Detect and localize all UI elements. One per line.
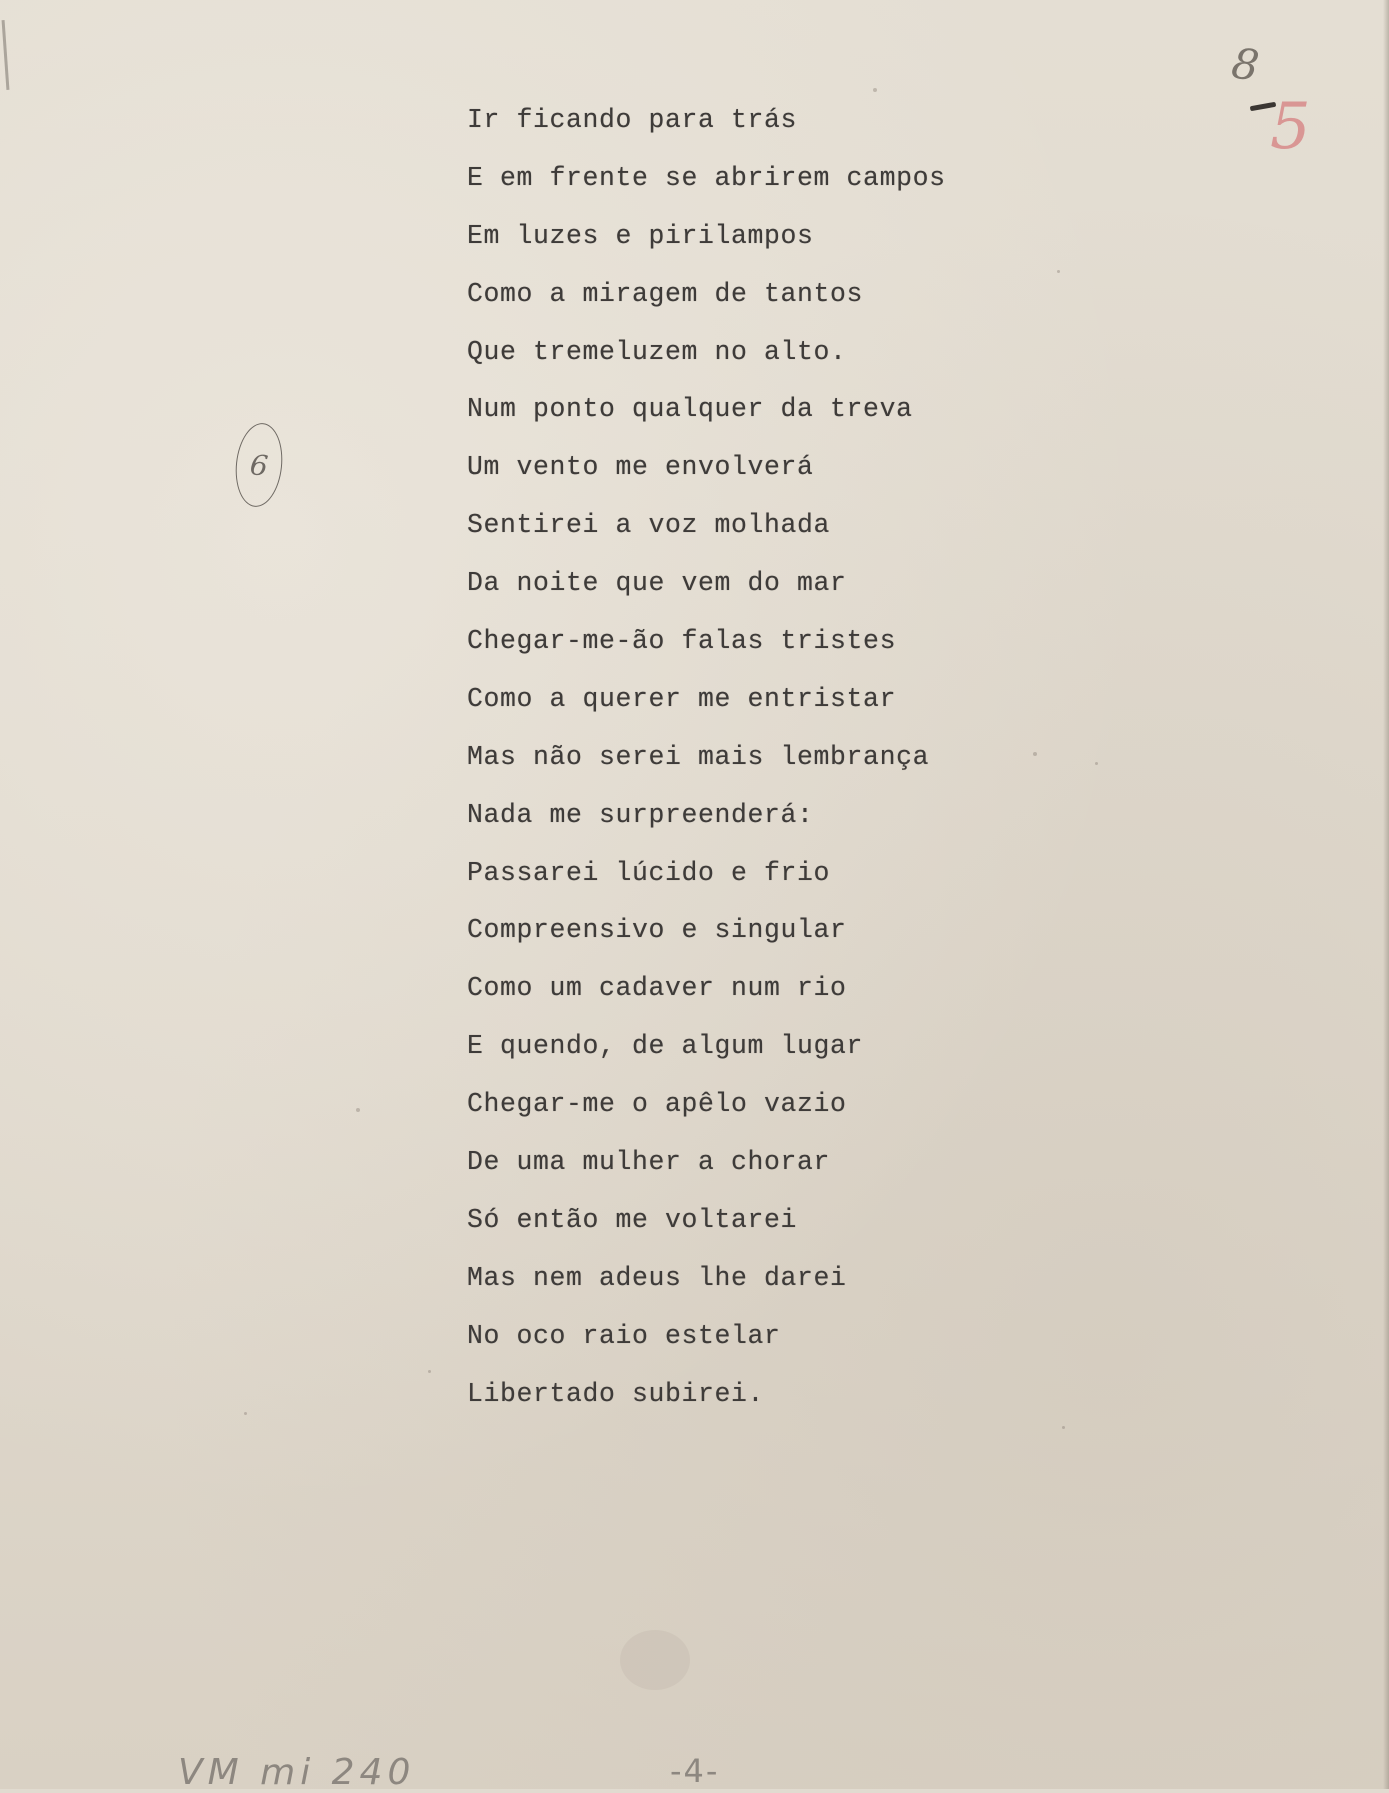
poem-line: Só então me voltarei [467,1204,798,1235]
circled-number [232,421,287,509]
poem-line: E em frente se abrirem campos [467,162,946,193]
paper-speck [620,1630,690,1690]
poem-line: No oco raio estelar [467,1320,781,1351]
poem-line: Chegar-me o apêlo vazio [467,1089,847,1120]
paper-speck [1095,762,1098,765]
poem-line: E quendo, de algum lugar [467,1031,864,1062]
paper-speck [356,1108,360,1112]
poem-line: Como a miragem de tantos [467,278,864,309]
poem-line: Da noite que vem do mar [467,568,847,599]
poem-line: De uma mulher a chorar [467,1147,831,1178]
pencil-page-number: 8 [1228,38,1263,91]
poem-line: Libertado subirei. [467,1378,765,1409]
paper-speck [244,1412,247,1415]
poem-line: Mas nem adeus lhe darei [467,1262,847,1293]
poem-line: Passarei lúcido e frio [467,857,831,888]
poem [467,100,946,1431]
paper-speck [873,88,877,92]
paper-speck [1062,1426,1065,1429]
paper-edge-shadow [1383,0,1389,1789]
poem-line: Nada me surpreenderá: [467,799,814,830]
poem-line: Chegar-me-ão falas tristes [467,626,897,657]
paper-speck [428,1370,431,1373]
poem-line: Compreensivo e singular [467,915,847,946]
poem-line: Num ponto qualquer da treva [467,394,913,425]
circled-number-text: 6 [248,447,270,483]
poem-line: Sentirei a voz molhada [467,510,831,541]
poem-line: Um vento me envolverá [467,452,814,483]
paper-speck [1033,752,1037,756]
page-number: -4- [670,1752,720,1790]
paper-speck [1057,270,1060,273]
poem-line: Que tremeluzem no alto. [467,336,847,367]
poem-line: Ir ficando para trás [467,105,798,135]
red-page-number: 5 [1270,90,1311,164]
poem-line: Em luzes e pirilampos [467,220,814,251]
archive-reference: VM mi 240 [178,1752,416,1793]
poem-line: Mas não serei mais lembrança [467,741,930,772]
paper-edge-mark [2,20,10,90]
poem-line: Como a querer me entristar [467,683,897,714]
poem-line: Como um cadaver num rio [467,973,847,1004]
